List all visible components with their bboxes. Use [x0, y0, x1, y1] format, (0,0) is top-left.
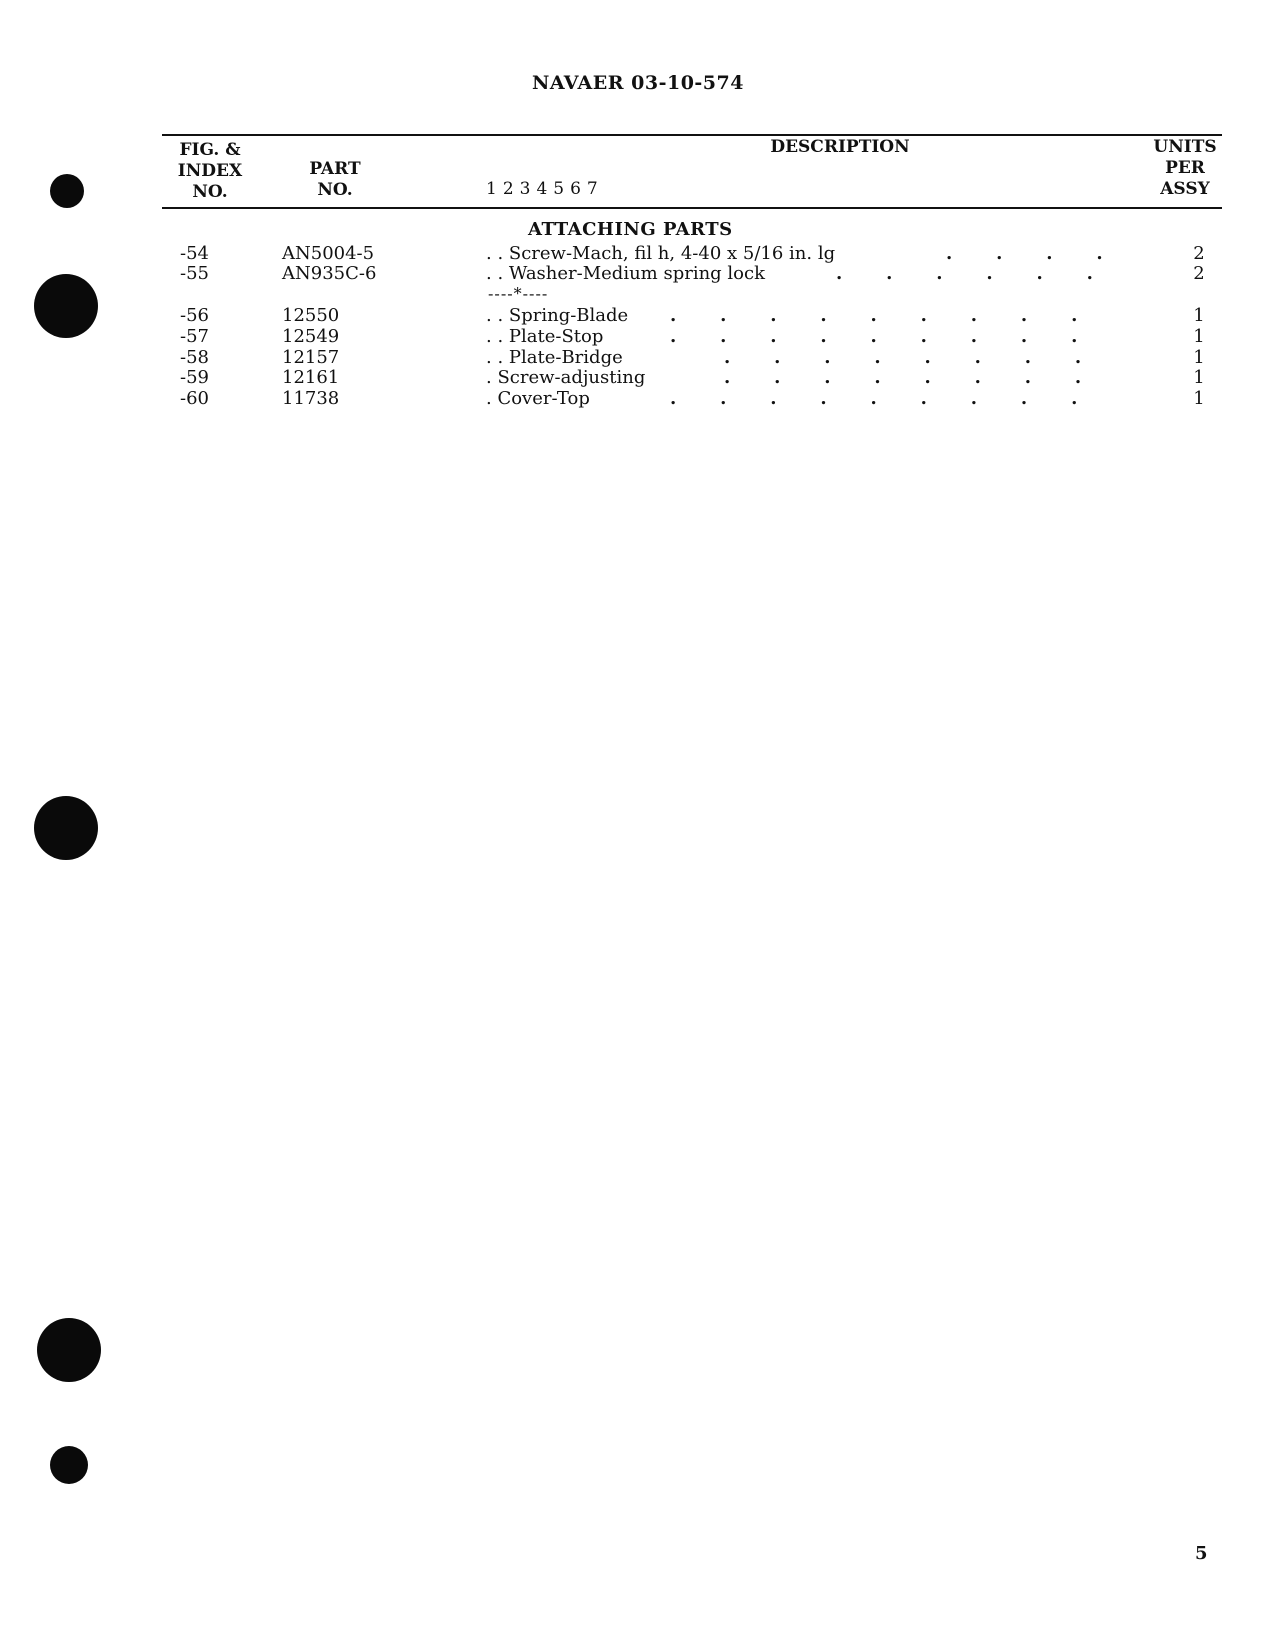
index-number: -59 [180, 367, 209, 388]
column-header-units-per-assy [1140, 137, 1230, 200]
index-number: -56 [180, 305, 209, 326]
table-row [0, 243, 1276, 264]
part-number: 12550 [282, 305, 340, 326]
binder-hole [37, 1318, 101, 1382]
quantity: 1 [1193, 367, 1205, 388]
header-line: ASSY [1160, 179, 1210, 199]
index-number: -57 [180, 326, 209, 347]
binder-hole [50, 1446, 88, 1484]
description: . . Plate-Stop [486, 326, 604, 347]
quantity: 2 [1193, 263, 1205, 284]
index-number: -54 [180, 243, 209, 264]
part-number: 12157 [282, 347, 340, 368]
quantity: 1 [1193, 388, 1205, 409]
part-number: 12161 [282, 367, 340, 388]
part-number: AN5004-5 [282, 243, 375, 264]
description: . . Spring-Blade [486, 305, 629, 326]
part-number: AN935C-6 [282, 263, 377, 284]
binder-hole [50, 174, 84, 208]
header-line: FIG. & [179, 140, 241, 160]
section-title: ATTACHING PARTS [528, 219, 733, 240]
table-row [0, 305, 1276, 326]
page-number: 5 [1195, 1543, 1208, 1564]
table-row [0, 367, 1276, 388]
table-row [0, 326, 1276, 347]
header-line: INDEX [177, 161, 243, 181]
quantity: 1 [1193, 347, 1205, 368]
dot-leader: . . . . [946, 243, 1103, 264]
page-header: NAVAER 03-10-574 [532, 72, 744, 94]
separator: ----*---- [488, 284, 549, 303]
description: . . Screw-Mach, fil h, 4-40 x 5/16 in. lg [486, 243, 836, 264]
header-line: UNITS [1153, 137, 1217, 157]
part-number: 11738 [282, 388, 340, 409]
index-number: -60 [180, 388, 209, 409]
header-line: NO. [192, 182, 228, 202]
header-line: PART [309, 159, 361, 179]
description: . Screw-adjusting [486, 367, 646, 388]
quantity: 1 [1193, 326, 1205, 347]
part-number: 12549 [282, 326, 340, 347]
description: . . Plate-Bridge [486, 347, 623, 368]
index-number: -55 [180, 263, 209, 284]
table-row [0, 388, 1276, 409]
dot-leader: . . . . . . [836, 263, 1093, 284]
index-number: -58 [180, 347, 209, 368]
table-row [0, 347, 1276, 368]
dot-leader: . . . . . . . . [724, 347, 1082, 368]
description: . Cover-Top [486, 388, 590, 409]
dot-leader: . . . . . . . . [724, 367, 1082, 388]
dot-leader: . . . . . . . . . [670, 305, 1078, 326]
column-header-description: DESCRIPTION [770, 137, 910, 157]
header-line: PER [1165, 158, 1205, 178]
table-top-rule [162, 134, 1222, 136]
quantity: 2 [1193, 243, 1205, 264]
indent-level-numbers: 1234567 [486, 179, 604, 199]
description: . . Washer-Medium spring lock [486, 263, 766, 284]
dot-leader: . . . . . . . . . [670, 388, 1078, 409]
header-line: NO. [317, 180, 353, 200]
binder-hole [34, 796, 98, 860]
quantity: 1 [1193, 305, 1205, 326]
table-header-rule [162, 207, 1222, 209]
table-row [0, 263, 1276, 284]
dot-leader: . . . . . . . . . [670, 326, 1078, 347]
column-header-fig-index [160, 140, 260, 203]
column-header-part-no [285, 159, 385, 201]
